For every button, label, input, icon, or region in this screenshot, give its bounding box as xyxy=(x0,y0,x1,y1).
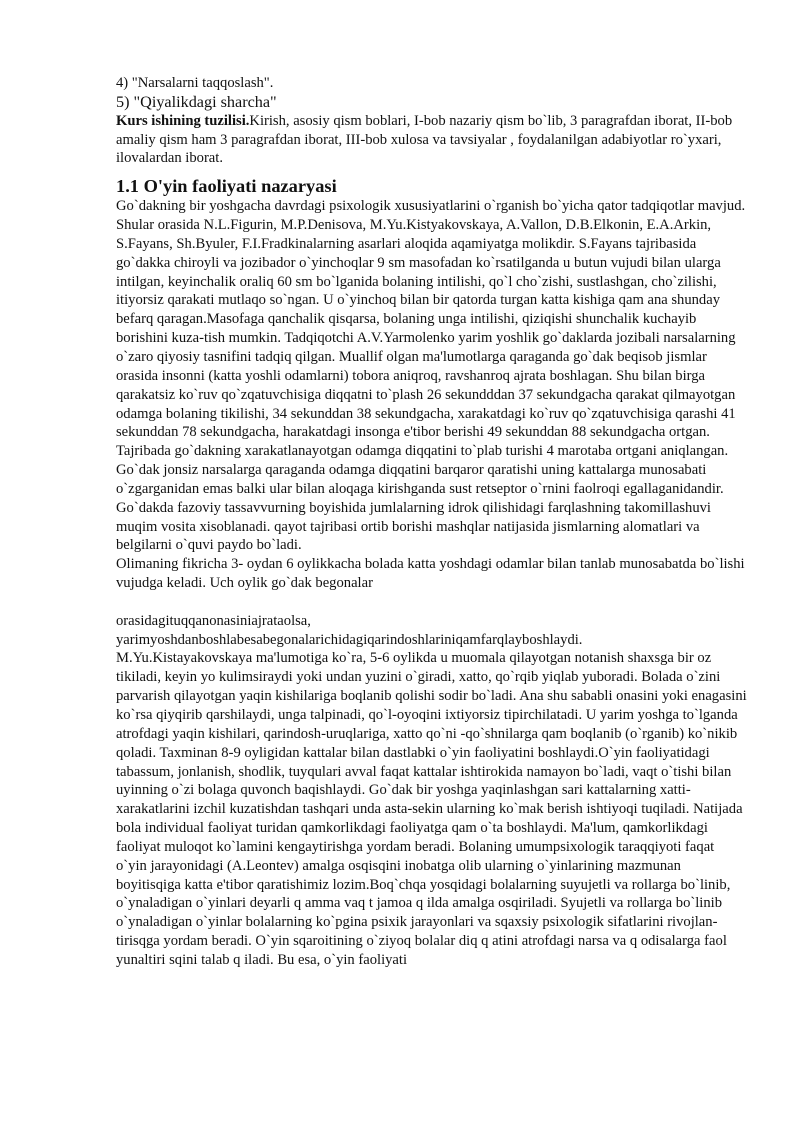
body-paragraph-3-line-2: yarimyoshdanboshlabesabegonalarichidagiqarindoshlariniqamfarqlayboshlaydi. xyxy=(116,631,583,648)
section-title: 1.1 O'yin faoliyati nazaryasi xyxy=(116,176,337,197)
document-page xyxy=(116,74,748,970)
body-paragraph-2: Olimaning fikricha 3- oydan 6 oylikkacha bolada katta yoshdagi odamlar bilan tanlab munosabatda bo`lishi vujudga keladi. Uch oylik go`dak begonalar xyxy=(116,556,745,592)
body-paragraph-1: Go`dakning bir yoshgacha davrdagi psixologik xususiyatlarini o`rganish bo`yicha qator tadqiqotlar mavjud. Shular orasida N.L.Figurin, M.P.Denisova, M.Yu.Kistyakovskaya, A.Vallon, D.B.Elkonin, E.A.Arkin, S.Fayans, Sh.Byuler, F.I.Fradkinalarning asarlari aloqida aqamiyatga molikdir. S.Fayans tajribasida go`dakka chiroyli va jozibador o`yinchoqlar 9 sm masofadan ko`rsatilganda u butun vujudi bilan ularga intilgan, keyinchalik oraliq 60 sm bo`lganida bolaning intilishi, qo`l cho`zishi, sustlashgan, cho`zilishi, itiyorsiz qarakati mutlaqo so`ngan. U o`yinchoq bilan bir qatorda turgan katta kishiga qam ana shunday befarq qaragan.Masofaga qanchalik qisqarsa, bolaning unga intilishi, qiziqishi shunchalik kuchayib borishini kuza-tish mumkin. Tadqiqotchi A.V.Yarmolenko yarim yoshlik go`daklarda jozibali narsalarning o`zaro qiyosiy tasnifini tadqiq qilgan. Muallif olgan ma'lumotlarga qaraganda go`dak beqisob jismlar orasida insonni (katta yoshli odamlarni) tobora aniqroq, ravshanroq ajrata boshlagan. Shu bilan birga qarakatsiz ko`ruv qo`zqatuvchisiga diqqatni to`plash 26 sekundddan 37 sekundgacha qarakat qilmayotgan odamga bolaning tikilishi, 34 sekunddan 38 sekundgacha, xarakatdagi ko`ruv qo`zqatuvchisiga qarashi 41 sekunddan 78 sekundgacha, harakatdagi insonga e'tibor berishi 49 sekunddan 88 sekundgacha ortgan. Tajribada go`dakning xarakatlanayotgan odamga diqqatini to`plab turishi 4 marotaba ortgani aniqlangan. Go`dak jonsiz narsalarga qaraganda odamga diqqatini barqaror qaratishi uning kattalarga munosabati o`zgarganidan emas balki ular bilan aloqaga kirishganda sust retseptor o`rnini faolroqi egallaganidandir. Go`dakda fazoviy tassavvurning boyishida jumlalarning idrok qilishidagi farqlashning takomillashuvi muqim vosita xisoblanadi. qayot tajribasi ortib borishi mashqlar natijasida jismlarning alomatlari va belgilarni o`quvi paydo bo`ladi. xyxy=(116,198,746,554)
list-item-4: 4) "Narsalarni taqqoslash". xyxy=(116,75,274,91)
body-paragraph-4: M.Yu.Kistayakovskaya ma'lumotiga ko`ra, 5-6 oylikda u muomala qilayotgan notanish shaxsga bir oz tikiladi, keyin yo kulimsiraydi yoki undan yuzini o`giradi, xatto, qo`rqib yiqlab yuboradi. Bolada o`zini parvarish qilayotgan yaqin kishilariga boqlanib qolishi sodir bo`ladi. Ana shu sababli onasini yoki enagasini ko`rsa qiyqirib qarshilaydi, unga talpinadi, qo`l-oyoqini ixtiyorsiz tipirchilatadi. U yarim yoshga to`lganda atrofdagi yaqin kishilari, qarindosh-uruqlariga, xatto qo`ni -qo`shnilarga qam boqlanib (o`rganib) ko`nikib qoladi. Taxminan 8-9 oyligidan kattalar bilan dastlabki o`yin faoliyatini boshlaydi.O`yin faoliyatidagi tabassum, jonlanish, shodlik, tuyqulari avval faqat kattalar ishtirokida namayon bo`ladi, vaqt o`tishi bilan uyinning o`zi bolaga quvonch baqishlaydi. Go`dak bir yoshga yaqinlashgan sari kattalarning xatti-xarakatlarini izchil kuzatishdan tashqari unda asta-sekin ularning ko`mak berish ishtiyoqi tuqiladi. Natijada bola individual faoliyat turidan qamkorlikdagi faoliyatga qam o`ta boshlaydi. Ma'lum, qamkorlikdagi faoliyat muloqot ko`lamini kengaytirishga yordam beradi. Bolaning umumpsixologik taraqqiyoti faqat o`yin jarayonidagi (A.Leontev) amalga osqisqini inobatga olib ularning o`yinlarining mazmunan boyitisqiga katta e'tibor qaratishimiz lozim.Boq`chqa yosqidagi bolalarning suyujetli va rollarga bo`linib, o`ynaladigan o`yinlari deyarli q amma vaq t jamoa q ilda amalga osqiriladi. Syujetli va rollarga bo`linib o`ynaladigan o`yinlar bolalarning ko`pgina psixik jarayonlari va sqaxsiy psixologik sifatlarini rivojlan-tirisqga yordam beradi. O`yin sqaroitining o`ziyoq bolalar diq q atini atrofdagi narsa va q odisalarga faol yunaltiri sqini talab q iladi. Bu esa, o`yin faoliyati xyxy=(116,650,747,968)
body-paragraph-3-line-1: orasidagituqqanonasiniajrataolsa, xyxy=(116,612,311,629)
paragraph-gap xyxy=(116,593,748,612)
course-structure-paragraph xyxy=(116,112,748,169)
course-structure-heading: Kurs ishining tuzilisi. xyxy=(116,112,250,129)
course-structure-text: Kirish, asosiy qism boblari, I-bob nazariy qism bo`lib, 3 paragrafdan iborat, II-bob amaliy qism ham 3 paragrafdan iborat, III-bob xulosa va tavsiyalar , foydalanilgan adabiyotlar ro`yxari, ilovalardan iborat. xyxy=(116,112,733,167)
list-item-5: 5) "Qiyalikdagi sharcha" xyxy=(116,92,277,111)
